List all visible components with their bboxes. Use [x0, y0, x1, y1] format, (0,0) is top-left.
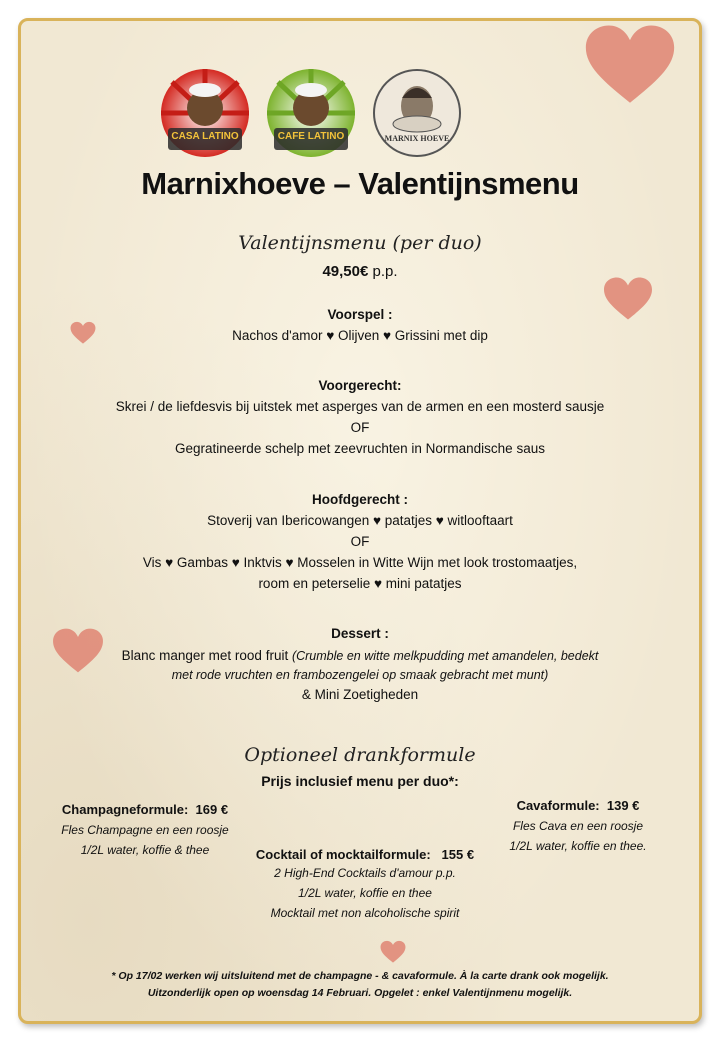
heart-decoration-right: [603, 274, 653, 324]
voorspel-title: Voorspel :: [327, 307, 393, 322]
cava-heading: [488, 798, 668, 813]
dessert-note: (Crumble en witte melkpudding met amandelen, bedekt: [291, 649, 599, 663]
casa-latino-emblem: [160, 68, 250, 158]
marnix-hoeve-emblem: [372, 68, 462, 158]
voorspel-line: Nachos d'amor ♥ Olijven ♥ Grissini met dip: [232, 328, 488, 343]
footer-note-1: * Op 17/02 werken wij uitsluitend met de champagne - & cavaformule. À la carte drank ook mogelijk.: [111, 970, 609, 982]
champagne-name: Champagneformule:: [61, 802, 189, 817]
hoofdgerecht-title: Hoofdgerecht :: [312, 492, 408, 507]
cocktail-heading: [230, 847, 500, 862]
hoofdgerecht-line2: Vis ♥ Gambas ♥ Inktvis ♥ Mosselen in Witte Wijn met look trostomaatjes,: [142, 555, 578, 570]
cava-name: Cavaformule:: [516, 798, 600, 813]
heart-decoration-top-right: [584, 22, 676, 108]
page-title: Marnixhoeve – Valentijnsmenu: [141, 166, 579, 201]
voorgerecht-line1: Skrei / de liefdesvis bij uitstek met asperges van de armen en een mosterd sausje: [115, 399, 605, 414]
casa-latino-logo-text: CASA LATINO: [171, 131, 239, 142]
cocktail-name: Cocktail of mocktailformule:: [255, 847, 431, 862]
heart-decoration-left: [52, 625, 104, 677]
heart-decoration-left-small: [70, 321, 96, 345]
cafe-latino-emblem: [266, 68, 356, 158]
dessert-line2: met rode vruchten en frambozengelei op smaak gebracht met munt): [171, 668, 549, 682]
dessert-line3: & Mini Zoetigheden: [301, 687, 419, 702]
champagne-formula: [40, 802, 250, 860]
cafe-latino-logo-text: CAFE LATINO: [277, 131, 345, 142]
champagne-detail-1: Fles Champagne en een roosje: [61, 823, 229, 837]
champagne-price: 169 €: [195, 802, 229, 817]
voorgerecht-line2: Gegratineerde schelp met zeevruchten in Normandische saus: [175, 441, 545, 456]
hoofdgerecht-line3: room en peterselie ♥ mini patatjes: [258, 576, 462, 591]
cocktail-detail-3: Mocktail met non alcoholische spirit: [270, 906, 460, 920]
heart-decoration-bottom: [380, 940, 406, 964]
voorgerecht-or: OF: [350, 420, 370, 435]
drinks-subtitle: Prijs inclusief menu per duo*:: [261, 773, 459, 789]
menu-subtitle: Valentijnsmenu (per duo): [238, 232, 482, 254]
cava-detail-1: Fles Cava en een roosje: [512, 819, 644, 833]
dessert-title: Dessert :: [331, 626, 389, 641]
marnix-hoeve-logo-text: MARNIX HOEVE: [384, 134, 450, 143]
footer-note-2: Uitzonderlijk open op woensdag 14 Februari. Opgelet : enkel Valentijnmenu mogelijk.: [147, 987, 573, 999]
cocktail-detail-1: 2 High-End Cocktails d'amour p.p.: [274, 866, 456, 880]
cava-detail-2: 1/2L water, koffie en thee.: [509, 839, 647, 853]
champagne-detail-2: 1/2L water, koffie & thee: [80, 843, 210, 857]
casa-latino-logo: [160, 68, 250, 158]
cava-price: 139 €: [606, 798, 640, 813]
dessert-main: Blanc manger met rood fruit: [121, 648, 292, 663]
hoofdgerecht-line1: Stoverij van Ibericowangen ♥ patatjes ♥ witlooftaart: [207, 513, 513, 528]
price-unit: p.p.: [372, 263, 398, 280]
cocktail-detail-2: 1/2L water, koffie en thee: [298, 886, 432, 900]
price-amount: 49,50€: [322, 263, 369, 280]
cocktail-formula: [230, 847, 500, 923]
marnix-hoeve-logo: [372, 68, 462, 158]
drinks-title: Optioneel drankformule: [244, 744, 476, 766]
hoofdgerecht-or: OF: [350, 534, 370, 549]
cafe-latino-logo: [266, 68, 356, 158]
cava-formula: [488, 798, 668, 856]
champagne-heading: [40, 802, 250, 817]
voorgerecht-title: Voorgerecht:: [318, 378, 402, 393]
cocktail-price: 155 €: [441, 847, 475, 862]
dessert-line1: [0, 646, 720, 666]
